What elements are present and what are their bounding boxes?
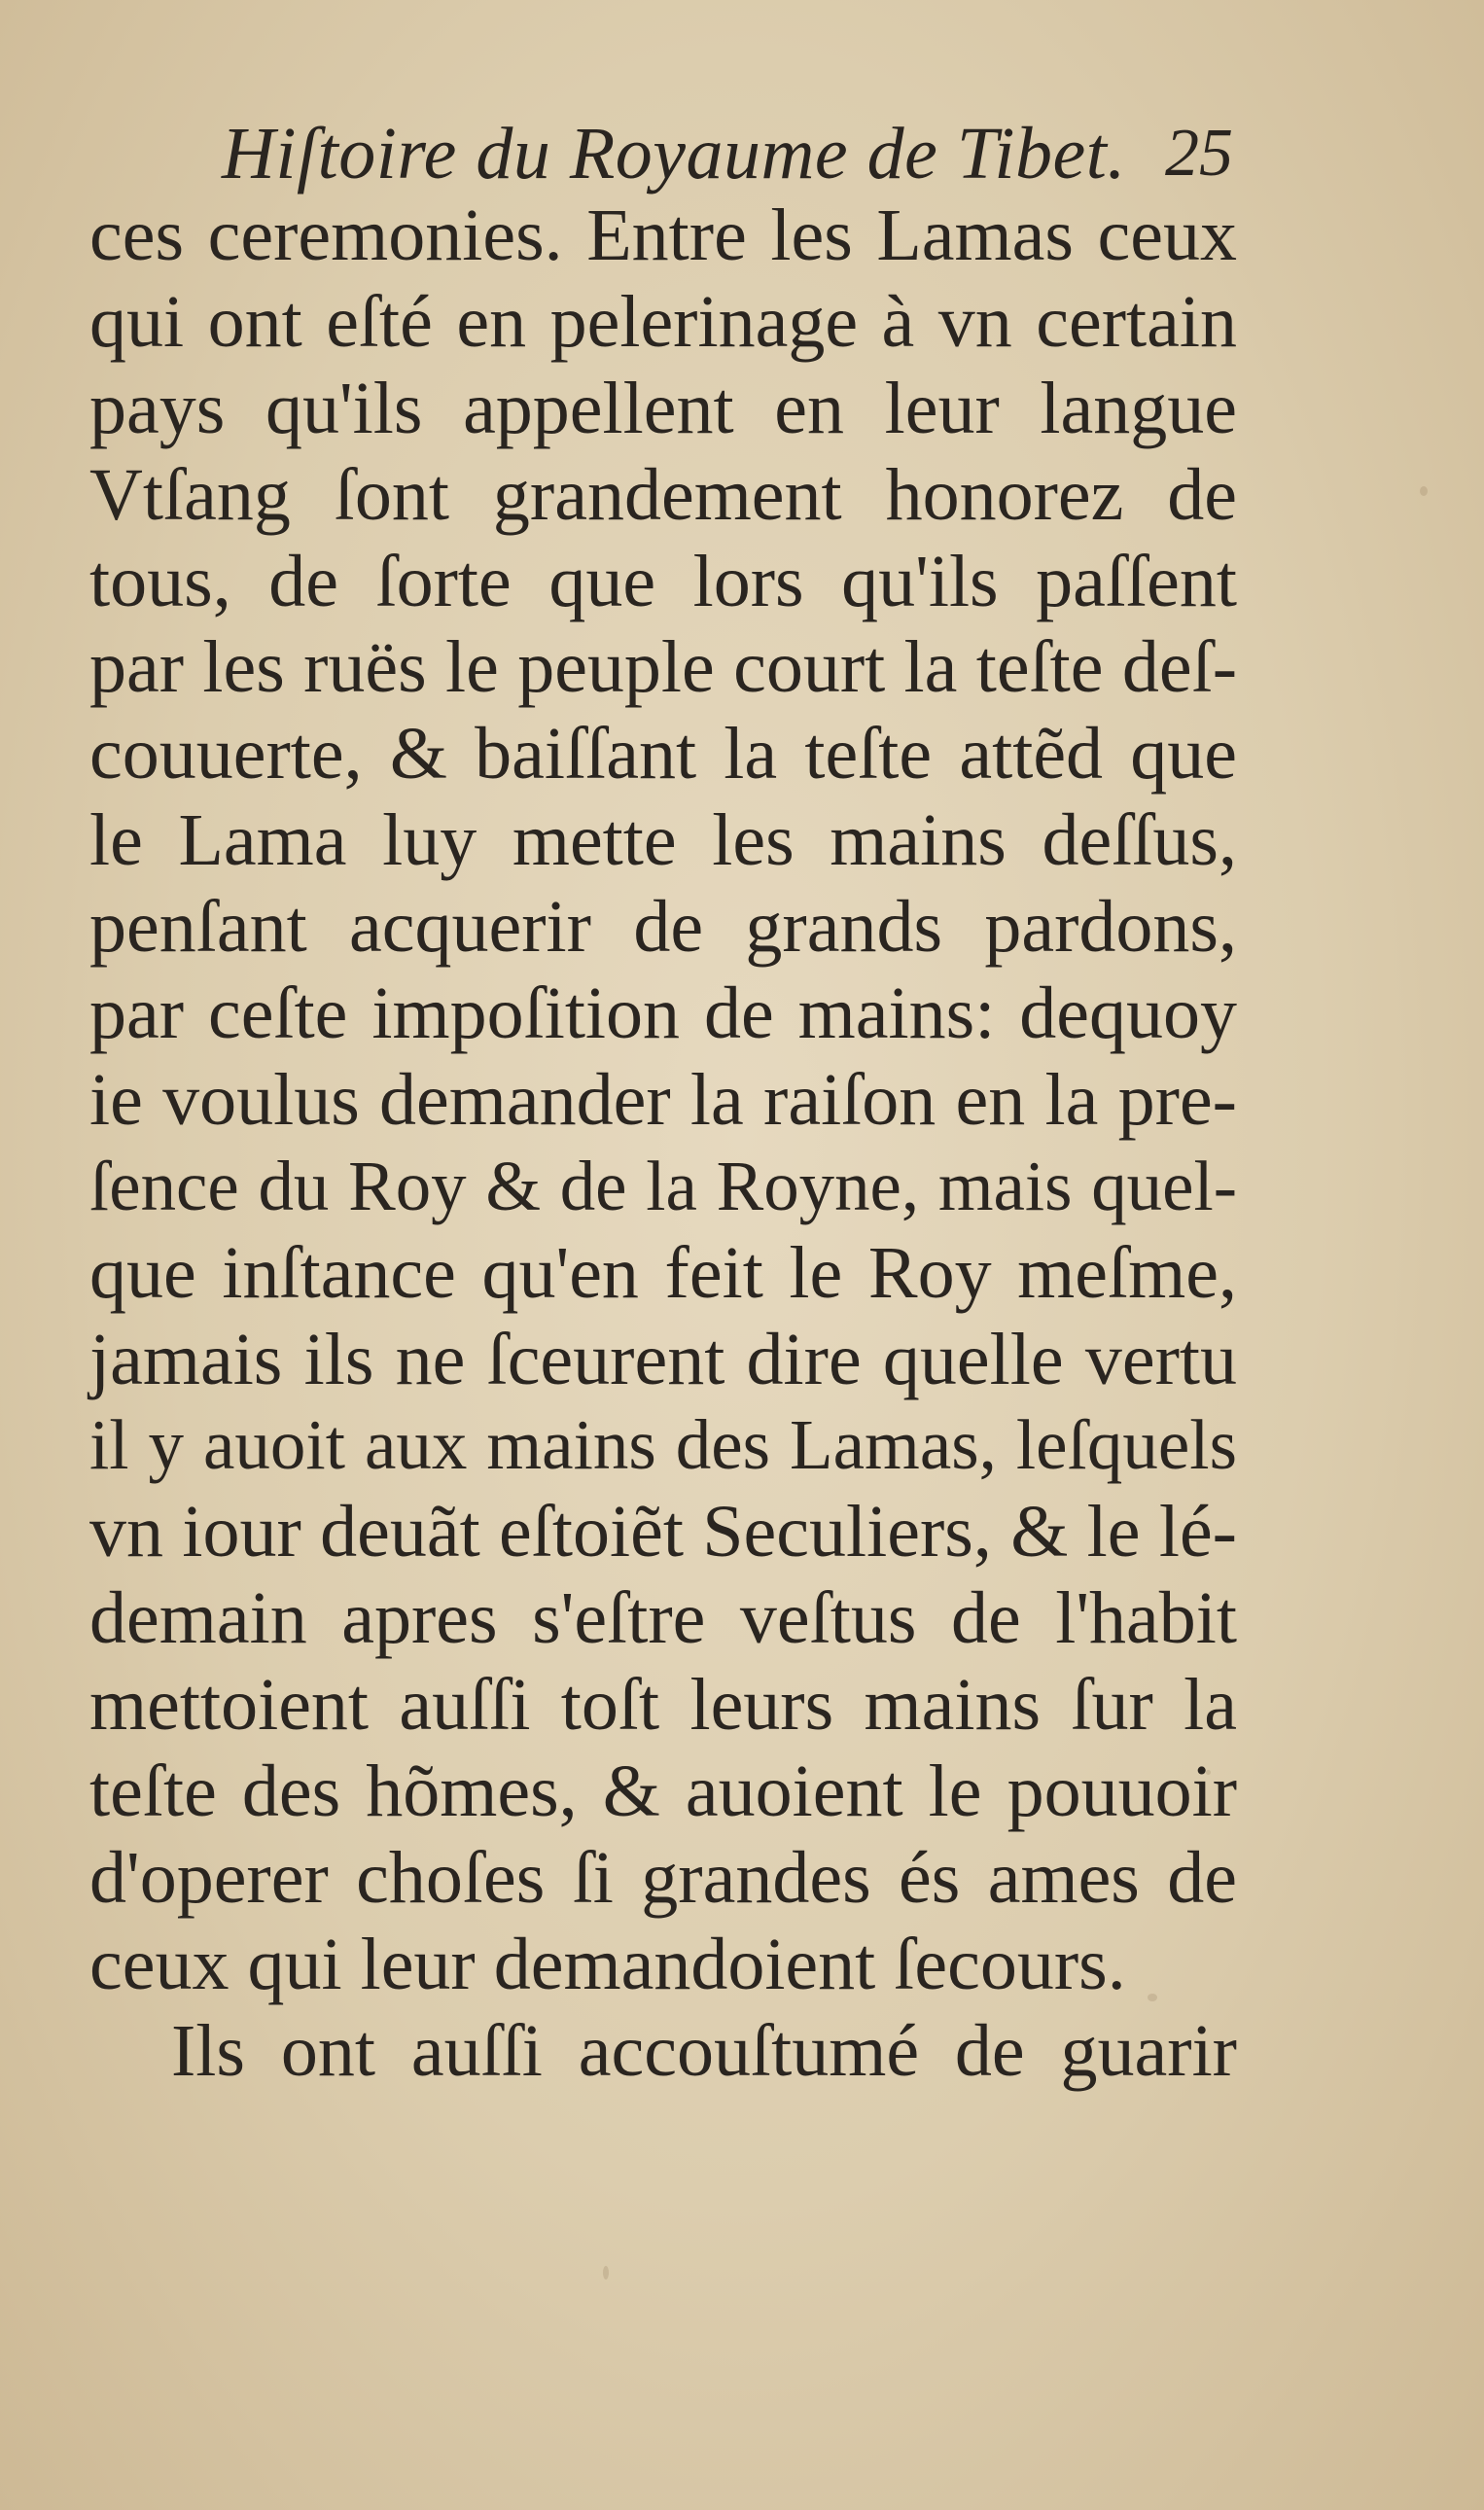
text-line: teſte des hõmes, & auoient le pouuoir xyxy=(89,1750,1237,1833)
text-line: penſant acquerir de grands pardons, xyxy=(89,886,1237,969)
text-line: le Lama luy mette les mains deſſus, xyxy=(89,799,1237,882)
body-text xyxy=(89,193,1237,2095)
text-line: par ceſte impoſition de mains: dequoy xyxy=(89,972,1237,1055)
text-line: demain apres s'eſtre veſtus de l'habit xyxy=(89,1577,1237,1660)
text-line: mettoient auſſi toſt leurs mains ſur la xyxy=(89,1664,1237,1747)
text-line: que inſtance qu'en feit le Roy meſme, xyxy=(89,1231,1237,1314)
text-line: couuerte, & baiſſant la teſte attẽd que xyxy=(89,713,1237,795)
running-title: Hiſtoire du Royaume de Tibet. xyxy=(222,113,1126,194)
text-line: Vtſang ſont grandement honorez de xyxy=(89,453,1237,536)
text-line: pays qu'ils appellent en leur langue xyxy=(89,367,1237,449)
text-line: il y auoit aux mains des Lamas, leſquels xyxy=(89,1405,1237,1485)
text-line: d'operer choſes ſi grandes és ames de xyxy=(89,1836,1237,1919)
text-line: jamais ils ne ſceurent dire quelle vertu xyxy=(89,1318,1237,1400)
text-line: vn iour deuãt eſtoiẽt Seculiers, & le lé- xyxy=(89,1491,1237,1573)
paper-speck xyxy=(1420,486,1428,496)
text-line: ces ceremonies. Entre les Lamas ceux xyxy=(89,194,1237,276)
text-line: ceux qui leur demandoient ſecours. xyxy=(89,1923,1126,2005)
text-line: Ils ont auſſi accouſtumé de guarir xyxy=(171,2009,1237,2092)
text-line: ie voulus demander la raiſon en la pre- xyxy=(89,1058,1237,1141)
text-line: ſence du Roy & de la Royne, mais quel- xyxy=(89,1146,1237,1225)
paper-speck xyxy=(603,2266,609,2280)
text-line: qui ont eſté en pelerinage à vn certain xyxy=(89,280,1237,363)
text-line: tous, de ſorte que lors qu'ils paſſent xyxy=(89,540,1237,622)
page-header xyxy=(222,105,1233,202)
page-number: 25 xyxy=(1165,116,1233,191)
text-line: par les ruës le peuple court la teſte deſ- xyxy=(89,626,1237,709)
